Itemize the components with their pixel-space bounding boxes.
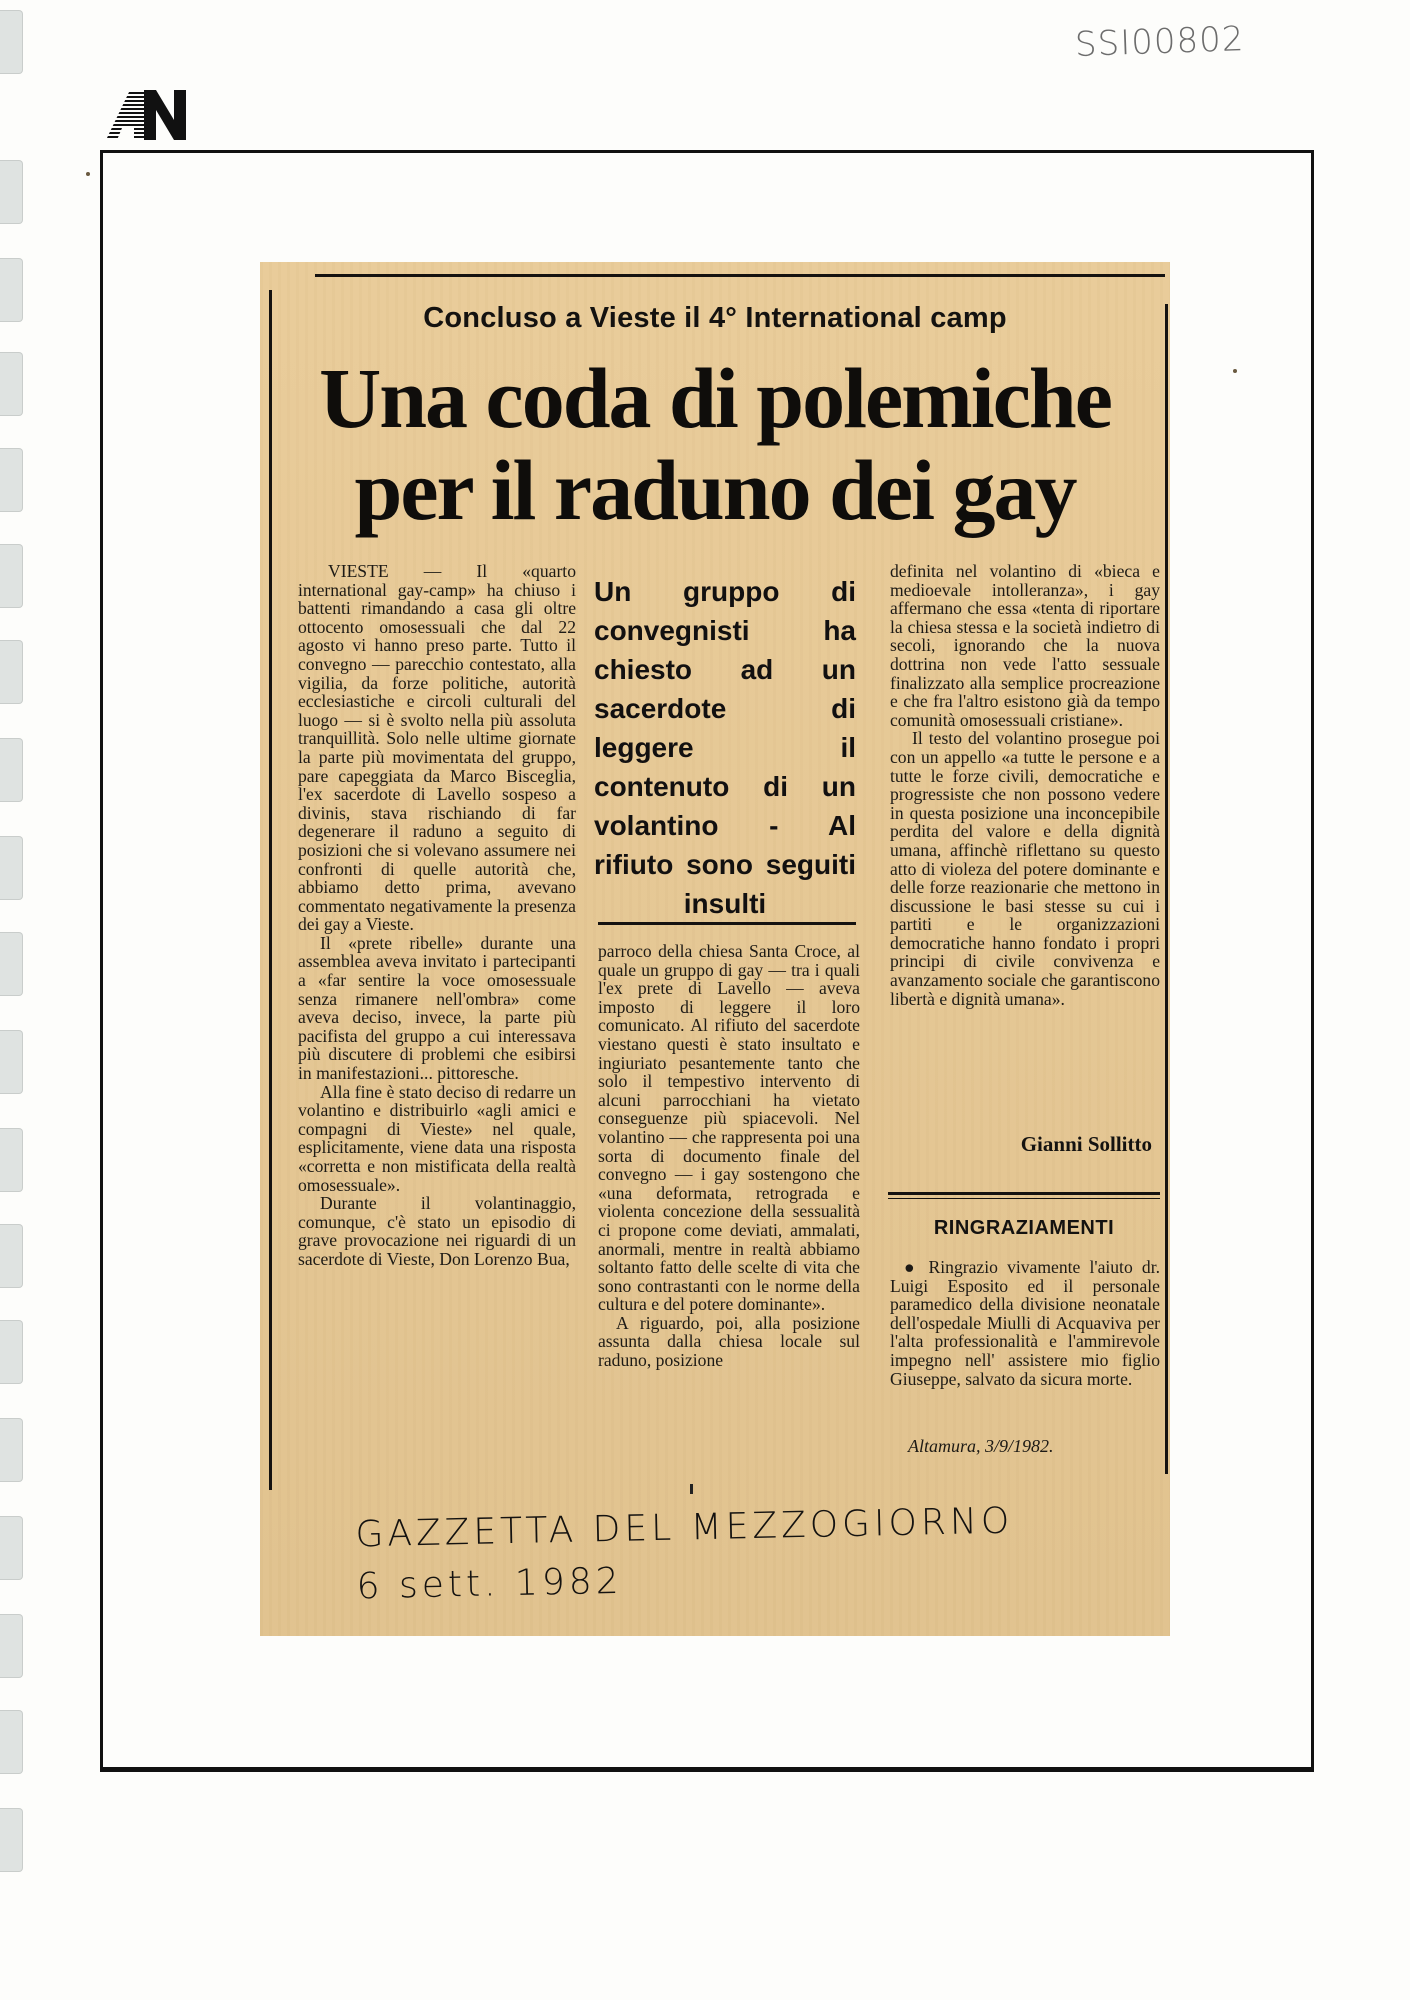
binder-hole [0,1418,23,1482]
handwritten-note [355,1495,1057,1614]
binder-hole [0,1128,23,1192]
binder-hole [0,1224,23,1288]
bullet-icon: ● [904,1257,920,1277]
binder-hole [0,836,23,900]
print-mark [690,1484,693,1494]
paragraph: A riguardo, poi, alla posizione assunta dalla chiesa locale sul raduno, posizione [598,1312,860,1371]
headline-line-1: Una coda di polemiche [319,350,1111,446]
article-column-2 [598,942,860,1370]
binder-hole [0,932,23,996]
paragraph: VIESTE — Il «quarto international gay-camp» ha chiuso i battenti rimandando a casa gli oltre ottocento omosessuali che dal 22 agosto vi hanno preso parte. Tutto il convegno — parecchio contestato, alla vigilia, da forze politiche, autorità ecclesiastiche e circoli culturali del luogo — si è svolto nella più assoluta tranquillità. Solo nelle ultime giornate la parte più movimentata del gruppo, pare capeggiata da Marco Bisceglia, l'ex sacerdote di Lavello sospeso a divinis, stava rischiando di far degenerare il raduno a seguito di posizioni che si volevano assumere nei confronti di quelle autorità che, abbiamo detto prima, avevano commentato negativamente la presenza dei gay a Vieste. [298,561,576,935]
newspaper-clipping [260,262,1170,1636]
subhead-rule [598,922,856,925]
kicker: Concluso a Vieste il 4° International camp [423,302,1007,334]
binder-hole [0,1710,23,1774]
notice-signature: Altamura, 3/9/1982. [908,1436,1054,1456]
handwritten-date: 6 sett. 1982 [356,1560,623,1608]
binder-hole [0,1614,23,1678]
byline: Gianni Sollitto [1020,1132,1152,1156]
binder-hole [0,448,23,512]
speck [86,172,90,176]
handwritten-source: GAZZETTA DEL MEZZOGIORNO [355,1500,1014,1556]
speck [1233,369,1237,373]
notice-rule [888,1198,1160,1199]
article-column-3 [890,562,1160,1008]
notice-body [890,1258,1160,1388]
top-rule [315,274,1165,277]
binder-hole [0,160,23,224]
binder-hole [0,352,23,416]
binder-hole [0,1808,23,1872]
paragraph: Alla fine è stato deciso di redarre un volantino e distribuirlo «agli amici e compagni di Vieste» nel quale, esplicitamente, viene data una risposta «corretta e non mistificata della realtà omosessuale». [298,1081,576,1195]
headline-line-2: per il raduno dei gay [354,442,1076,538]
headline [260,352,1170,536]
paragraph: Durante il volantinaggio, comunque, c'è stato un episodio di grave provocazione nei riguardi di un sacerdote di Vieste, Don Lorenzo Bua, [298,1193,576,1269]
notice-rule [888,1192,1160,1195]
paragraph: parroco della chiesa Santa Croce, al quale un gruppo di gay — tra i quali l'ex prete di Lavello — aveva imposto di leggere il loro comunicato. Al rifiuto del sacerdote viestano questi è stato insultato e ingiuriato pesantemente tanto che solo il tempestivo intervento di alcuni parrocchiani ha vietato conseguenze più spiacevoli. Nel volantino — che rappresenta poi una sorta di documento finale del convegno — i gay sostengono che «una deformata, retrograda e violenta concezione della sessualità ci propone come deviati, ammalati, anormali, mentre in realtà abbiamo soltanto fatto delle scelte di vita che sono contrastanti con le norme della cultura e del potere dominante». [598,941,860,1315]
article-column-1 [298,562,576,1269]
binder-hole [0,738,23,802]
paragraph: definita nel volantino di «bieca e medioevale intolleranza», i gay affermano che essa «tenta di riportare la chiesa stessa e la società indietro di secoli, ignorando che la nuova dottrina non vede l'atto sessuale finalizzato alla semplice procreazione e che fra l'altro esistono già da tempo comunità omosessuali cristiane». [890,561,1160,730]
paragraph: Il testo del volantino prosegue poi con un appello «a tutte le persone e a tutte le forze civili, democratiche e progressiste che non possono vedere in questa posizione una inconcepibile perdita del valore e della dignità umana, affinchè riflettano su questo atto di violeza del potere dominante e delle forze reazionarie che mettono in discussione le basi stesse su cui i partiti e le organizzazioni democratiche hanno fondato i propri principi di civile convivenza e avanzamento sociale che garantiscono libertà e dignità umana». [890,728,1160,1009]
binder-hole [0,258,23,322]
notice-title: RINGRAZIAMENTI [933,1217,1115,1239]
binder-hole [0,1516,23,1580]
subheadline: Un gruppo di convegnisti ha chiesto ad un sacerdote di leggere il contenuto di un volantino - Al rifiuto sono seguiti insulti [594,576,856,919]
an-logo-icon [104,88,188,142]
binder-hole [0,10,23,74]
binder-hole [0,640,23,704]
notice-text: Ringrazio vivamente l'aiuto dr. Luigi Esposito ed il personale paramedico della divisione neonatale dell'ospedale Miulli di Acquaviva per l'alta professionalità e l'ammirevole impegno nell' assistere mio figlio Giuseppe, salvato da sicura morte. [890,1257,1160,1389]
paragraph: Il «prete ribelle» durante una assemblea aveva invitato i partecipanti a «far sentire la voce omosessuale senza rimanere nell'ombra» come aveva deciso, invece, la parte più pacifista del gruppo a cui interessava più discutere di problemi che esibirsi in manifestazioni... pittoresche. [298,932,576,1084]
archive-code: SSI00802 [1074,19,1246,65]
binder-hole [0,1030,23,1094]
binder-hole [0,544,23,608]
binder-hole [0,1320,23,1384]
